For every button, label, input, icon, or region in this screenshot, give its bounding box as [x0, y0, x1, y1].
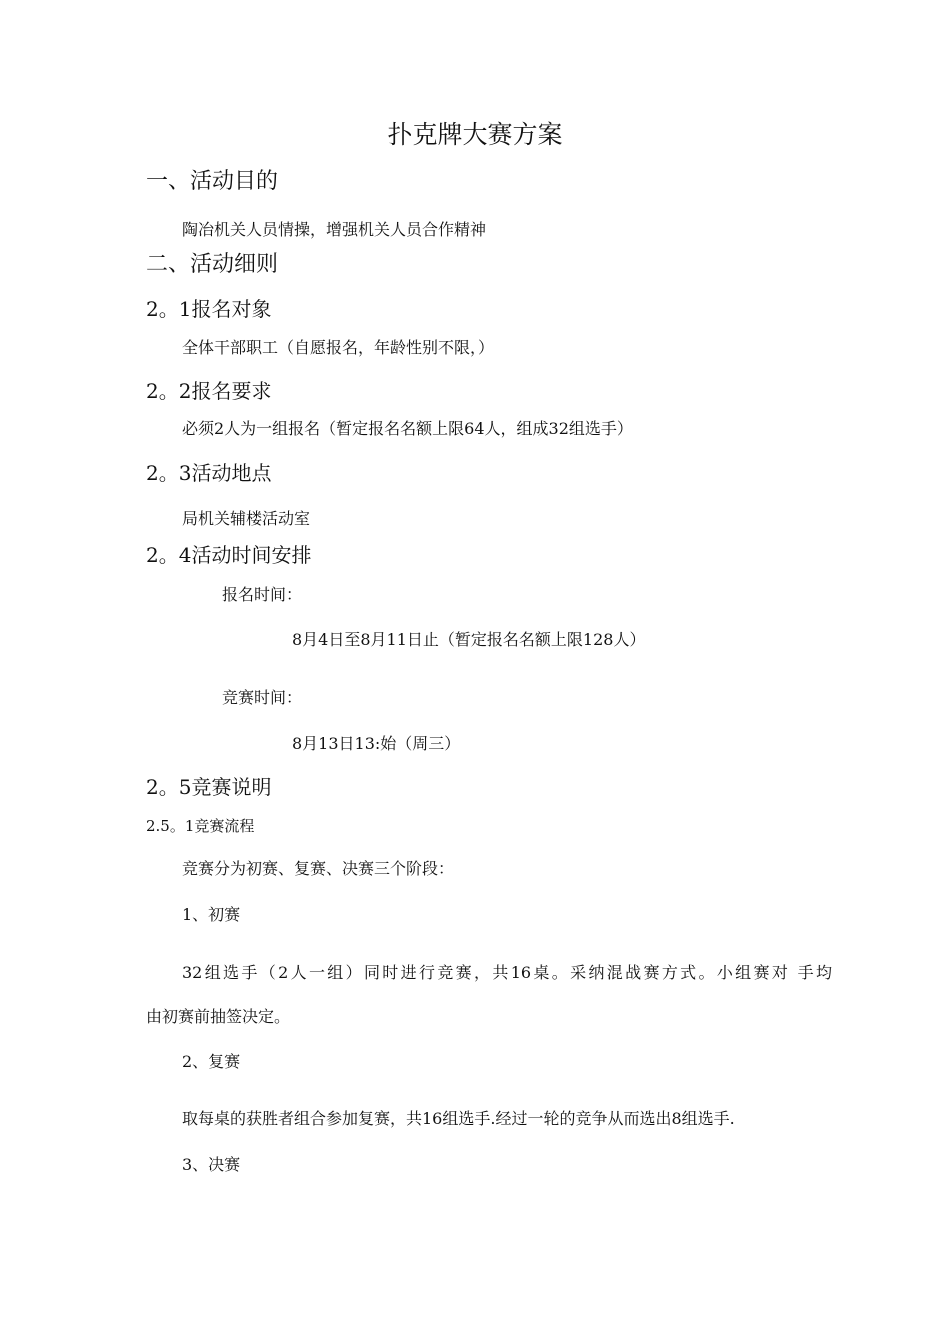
stage-prelim-text-line2: 由初赛前抽签决定。 [146, 1007, 291, 1026]
stage-prelim-label: 1、初赛 [182, 905, 241, 924]
venue-text: 局机关辅楼活动室 [182, 509, 311, 528]
subsection-heading-venue: 2。3活动地点 [146, 461, 272, 485]
signup-requirements-text: 必须2人为一组报名（暂定报名名额上限64人，组成32组选手） [182, 419, 633, 438]
stage-semifinal-label: 2、复赛 [182, 1052, 241, 1071]
purpose-text: 陶冶机关人员情操，增强机关人员合作精神 [182, 220, 487, 239]
subsection-heading-rules: 2。5竞赛说明 [146, 775, 272, 799]
match-time-label: 竞赛时间： [222, 688, 303, 707]
stage-semifinal-text: 取每桌的获胜者组合参加复赛，共16组选手.经过一轮的竞争从而选出8组选手. [182, 1109, 735, 1128]
subsection-heading-schedule: 2。4活动时间安排 [146, 543, 312, 567]
process-intro-text: 竞赛分为初赛、复赛、决赛三个阶段： [182, 859, 455, 878]
stage-prelim-text-line1: 32组选手（2人一组）同时进行竞赛，共16桌。采纳混战赛方式。小组赛对 手均 [182, 963, 832, 982]
section-heading-purpose: 一、活动目的 [146, 169, 279, 194]
document-title: 扑克牌大赛方案 [387, 120, 563, 149]
subsection-heading-signup-target: 2。1报名对象 [146, 297, 272, 321]
signup-time-label: 报名时间： [222, 585, 303, 604]
match-time-value: 8月13日13:始（周三） [292, 734, 461, 753]
subsection-heading-signup-requirements: 2。2报名要求 [146, 379, 272, 403]
stage-final-label: 3、决赛 [182, 1155, 241, 1174]
subsubsection-heading-process: 2.5。1竞赛流程 [146, 817, 255, 835]
section-heading-details: 二、活动细则 [146, 252, 279, 277]
signup-time-value: 8月4日至8月11日止（暂定报名名额上限128人） [292, 630, 646, 649]
signup-target-text: 全体干部职工（自愿报名，年龄性别不限，） [182, 338, 495, 357]
